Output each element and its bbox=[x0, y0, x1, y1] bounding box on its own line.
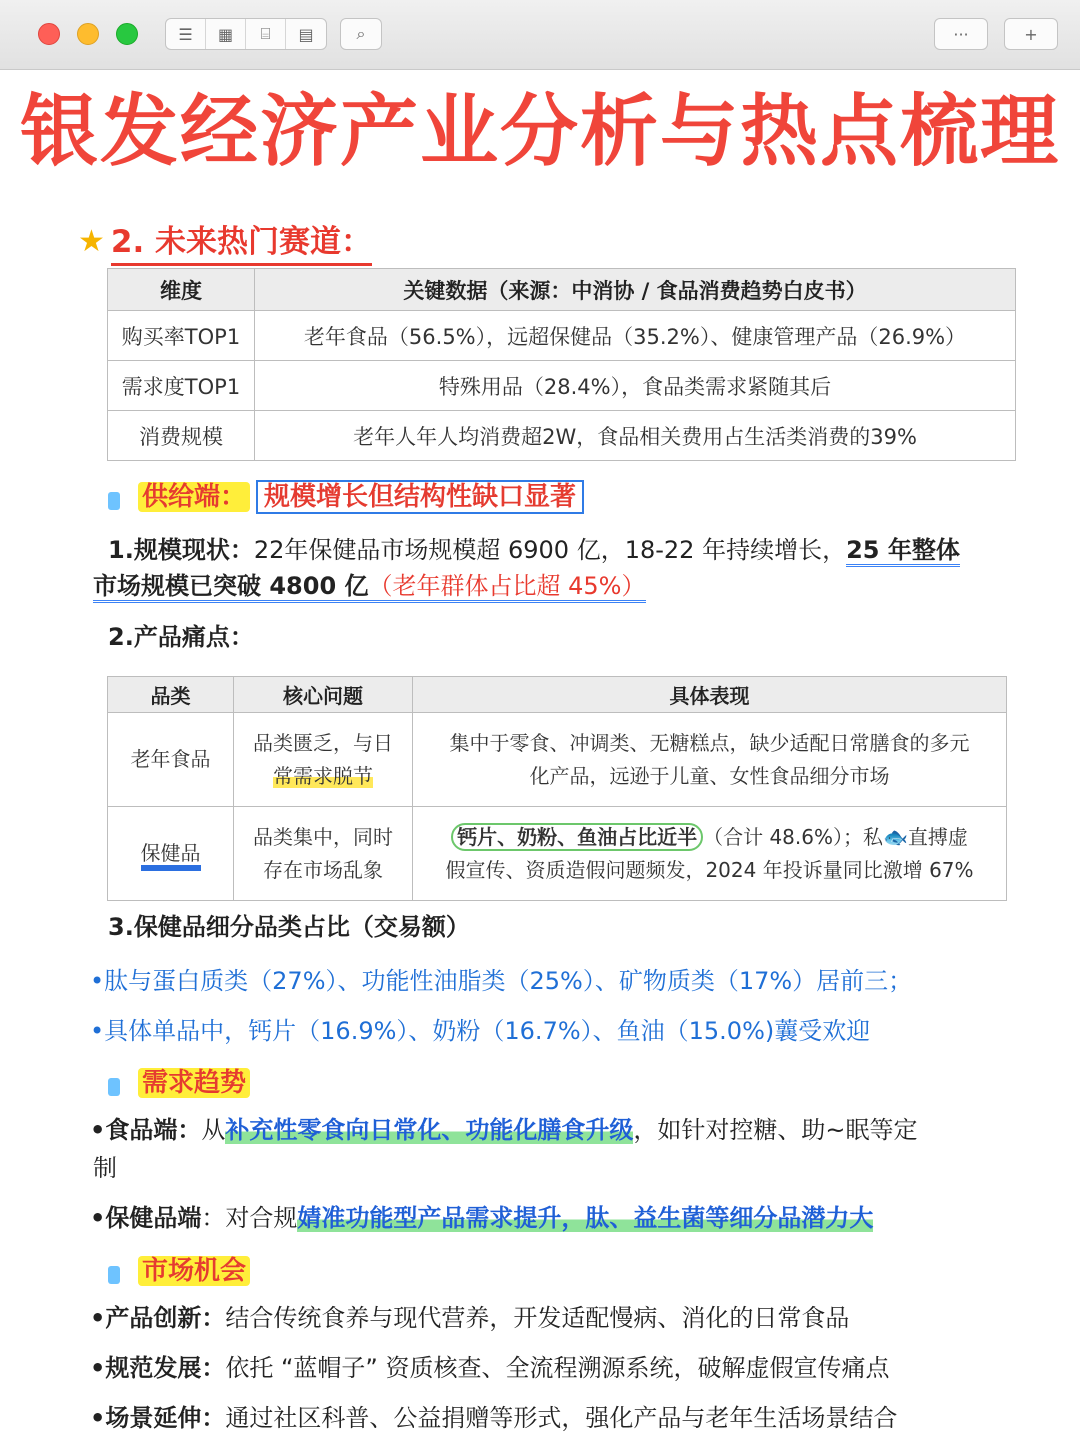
table-row bbox=[108, 361, 1016, 411]
scale-line-2 bbox=[93, 568, 646, 604]
scale-line-1 bbox=[108, 532, 960, 568]
add-group bbox=[1004, 18, 1058, 50]
table-row bbox=[108, 807, 1007, 901]
table-header-row bbox=[108, 269, 1016, 311]
close-window-button[interactable] bbox=[38, 23, 60, 45]
market-item bbox=[90, 1300, 849, 1336]
market-item-text: 结合传统食养与现代营养，开发适配慢病、消化的日常食品 bbox=[225, 1304, 850, 1332]
market-item-text: 通过社区科普、公益捐赠等形式，强化产品与老年生活场景结合 bbox=[225, 1404, 898, 1432]
table-cell: 消费规模 bbox=[108, 411, 255, 461]
subcat-line-1: •肽与蛋白质类（27%）、功能性油脂类（25%）、矿物质类（17%）居前三； bbox=[90, 967, 913, 995]
search-group bbox=[340, 18, 382, 50]
food-post: ，如针对控糖、助~眠等定 bbox=[633, 1116, 918, 1144]
section-heading-text: 2. 未来热门赛道： bbox=[111, 216, 372, 266]
detail-line: 集中于零食、冲调类、无糖糕点，缺少适配日常膳食的多元 bbox=[449, 730, 970, 755]
demand-health-line bbox=[90, 1200, 873, 1236]
market-header bbox=[108, 1250, 250, 1287]
table-row bbox=[108, 311, 1016, 361]
category-highlight: 保健品 bbox=[141, 841, 201, 871]
category-cell bbox=[108, 807, 234, 901]
market-item bbox=[90, 1400, 897, 1436]
problem-line-highlight: 常需求脱节 bbox=[273, 763, 373, 788]
pain-heading: 2.产品痛点： bbox=[108, 623, 254, 651]
map-icon[interactable]: ⌸ bbox=[246, 19, 286, 49]
minimize-window-button[interactable] bbox=[77, 23, 99, 45]
table-header-cell: 品类 bbox=[108, 677, 234, 713]
detail-circled: 钙片、奶粉、鱼油占比近半 bbox=[451, 823, 703, 851]
demand-food-line-2: 制 bbox=[93, 1154, 117, 1182]
market-item-label: •规范发展： bbox=[90, 1354, 226, 1382]
market-item-label: •场景延伸： bbox=[90, 1404, 226, 1432]
table-header-row bbox=[108, 677, 1007, 713]
grid-icon[interactable]: ▦ bbox=[206, 19, 246, 49]
calendar-icon[interactable]: ▤ bbox=[298, 24, 314, 44]
view-switcher bbox=[165, 18, 327, 50]
supply-header bbox=[108, 476, 584, 513]
detail-line: 假宣传、资质造假问题频发，2024 年投诉量同比激增 67% bbox=[445, 857, 974, 882]
more-group bbox=[934, 18, 988, 50]
search-icon[interactable]: ⌕ bbox=[356, 24, 366, 43]
problem-line: 品类匮乏，与日 bbox=[253, 730, 393, 755]
scale-label: 1.规模现状： bbox=[108, 536, 254, 564]
table-header-cell: 核心问题 bbox=[234, 677, 413, 713]
subcat-line-2: •具体单品中，钙片（16.9%）、奶粉（16.7%）、鱼油（15.0%)蘘受欢迎 bbox=[90, 1017, 871, 1045]
scale-red: （老年群体占比超 45%） bbox=[369, 572, 646, 603]
problem-cell bbox=[234, 713, 413, 807]
scale-text: 22年保健品市场规模超 6900 亿，18-22 年持续增长， bbox=[253, 536, 847, 564]
star-icon: ★ bbox=[78, 223, 105, 259]
subcat-heading: 3.保健品细分品类占比（交易额） bbox=[108, 913, 470, 941]
market-item-label: •产品创新： bbox=[90, 1304, 226, 1332]
supply-boxed-text: 规模增长但结构性缺口显著 bbox=[256, 480, 584, 514]
bullet-icon bbox=[108, 1078, 120, 1096]
market-item-text: 依托 “蓝帽子” 资质核查、全流程溯源系统，破解虚假宣传痛点 bbox=[225, 1354, 890, 1382]
detail-line: 化产品，远逊于儿童、女性食品细分市场 bbox=[529, 763, 890, 788]
food-pre: 从 bbox=[201, 1116, 226, 1144]
table-header-cell: 维度 bbox=[108, 269, 255, 311]
demand-header bbox=[108, 1062, 250, 1099]
fish-icon: 🐟 bbox=[883, 824, 908, 849]
scale-bold-a: 25 年整体 bbox=[846, 536, 960, 567]
bullet-icon bbox=[108, 492, 120, 510]
table-cell: 特殊用品（28.4%），食品类需求紧随其后 bbox=[255, 361, 1016, 411]
table-row bbox=[108, 713, 1007, 807]
demand-food-line bbox=[90, 1112, 917, 1148]
page-title: 银发经济产业分析与热点梳理 bbox=[19, 87, 1060, 177]
table-header-cell: 具体表现 bbox=[413, 677, 1007, 713]
section-heading bbox=[78, 216, 372, 266]
detail-line: 直搏虚 bbox=[907, 824, 968, 849]
problem-cell bbox=[234, 807, 413, 901]
zoom-window-button[interactable] bbox=[116, 23, 138, 45]
demand-tag: 需求趋势 bbox=[138, 1068, 250, 1098]
bullet-icon bbox=[108, 1266, 120, 1284]
table-cell: 购买率TOP1 bbox=[108, 311, 255, 361]
table-cell: 老年人年人均消费超2W，食品相关费用占生活类消费的39% bbox=[255, 411, 1016, 461]
table-cell: 需求度TOP1 bbox=[108, 361, 255, 411]
problem-line: 品类集中，同时 bbox=[253, 824, 393, 849]
health-label: •保健品端 bbox=[90, 1204, 202, 1232]
more-button[interactable]: ··· bbox=[953, 24, 969, 44]
food-highlight: 补充性零食向日常化、功能化膳食升级 bbox=[225, 1116, 634, 1144]
window-titlebar bbox=[0, 0, 1080, 70]
table-row bbox=[108, 411, 1016, 461]
key-data-table bbox=[107, 268, 1016, 461]
table-cell: 老年食品（56.5%），远超保健品（35.2%）、健康管理产品（26.9%） bbox=[255, 311, 1016, 361]
problem-line: 存在市场乱象 bbox=[263, 857, 383, 882]
pain-points-table bbox=[107, 676, 1007, 901]
add-button[interactable]: + bbox=[1024, 24, 1038, 44]
list-icon[interactable]: ☰ bbox=[166, 19, 206, 49]
scale-bold-b: 市场规模已突破 4800 亿 bbox=[93, 572, 369, 603]
detail-cell bbox=[413, 713, 1007, 807]
detail-line: （合计 48.6%）；私 bbox=[703, 824, 883, 849]
market-item bbox=[90, 1350, 889, 1386]
category-cell: 老年食品 bbox=[108, 713, 234, 807]
market-tag: 市场机会 bbox=[138, 1256, 250, 1286]
food-label: •食品端： bbox=[90, 1116, 202, 1144]
health-highlight: 婧准功能型产品需求提升，肽、益生菌等细分品潜力大 bbox=[297, 1204, 874, 1232]
health-pre: ：对合规 bbox=[201, 1204, 298, 1232]
detail-cell bbox=[413, 807, 1007, 901]
supply-tag: 供给端： bbox=[138, 482, 250, 512]
table-header-cell: 关键数据（来源：中消协 / 食品消费趋势白皮书） bbox=[255, 269, 1016, 311]
